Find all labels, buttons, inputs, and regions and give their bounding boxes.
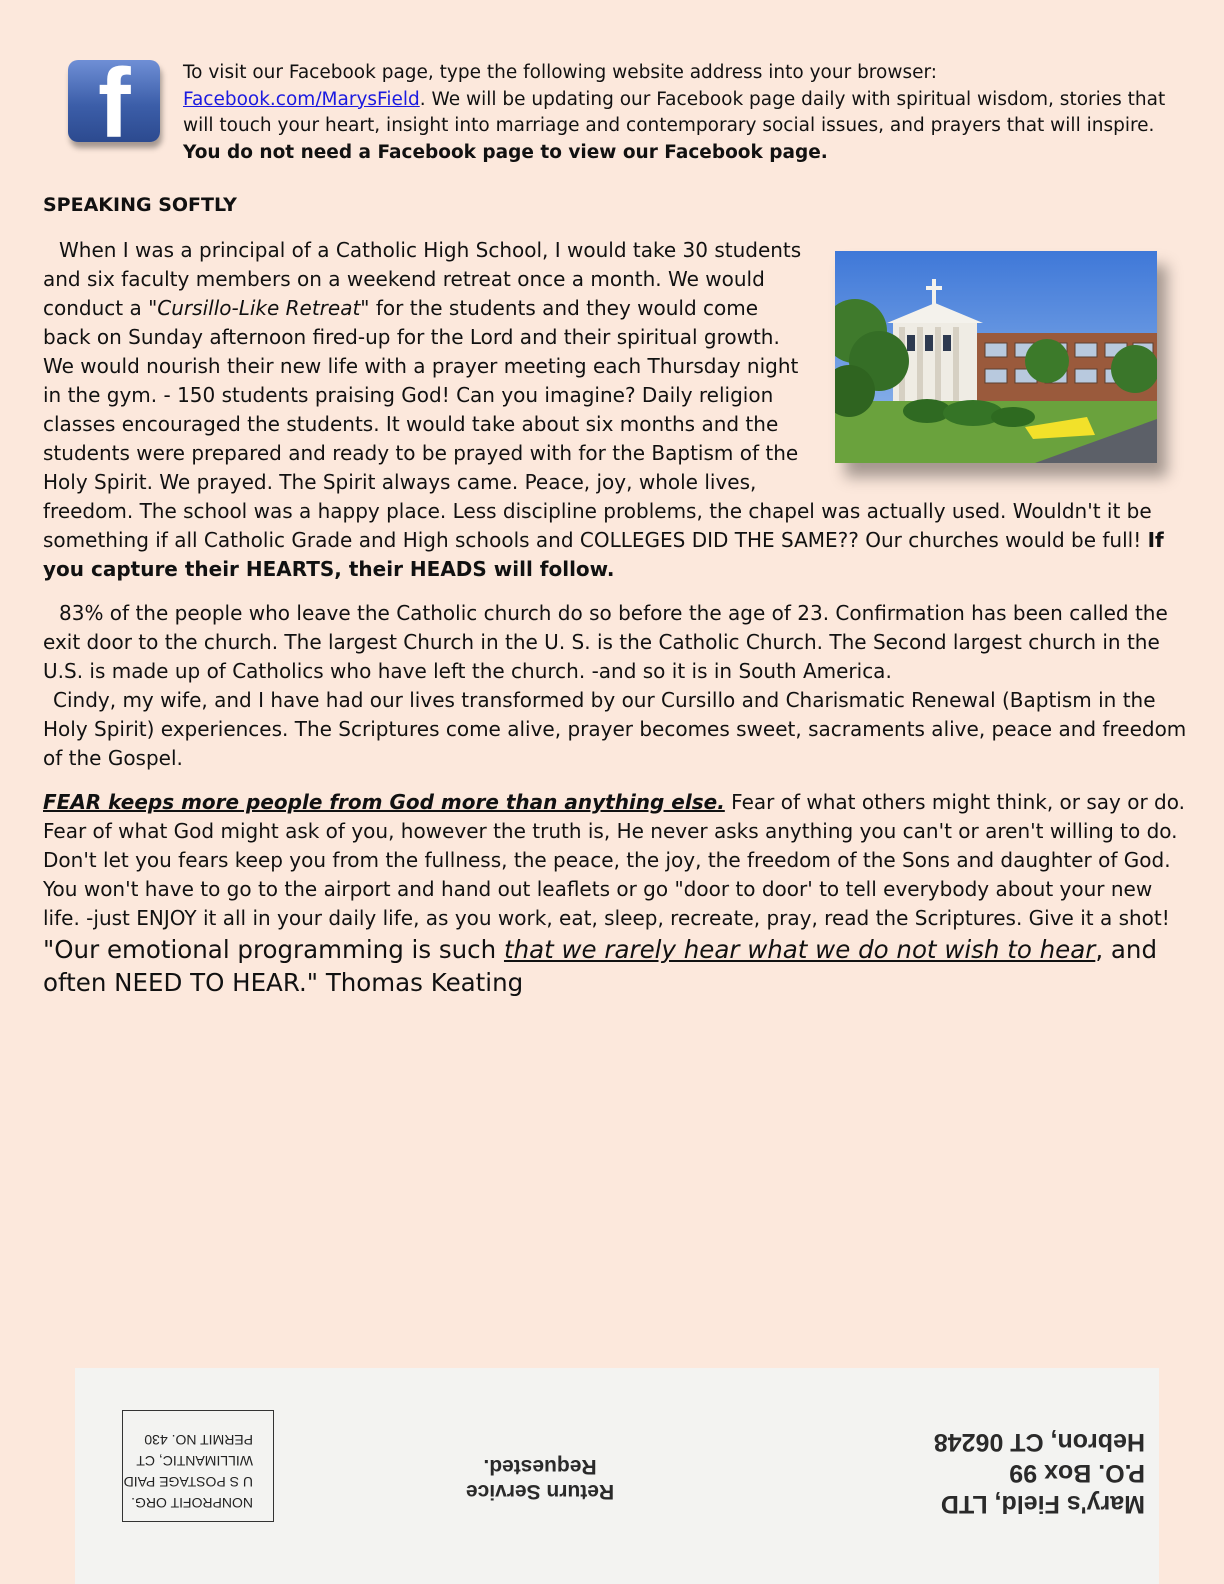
quote-text-b: , and often NEED TO HEAR." Thomas Keating <box>43 935 1157 997</box>
facebook-icon: f <box>68 60 160 142</box>
paragraph-fear <box>43 788 1193 933</box>
facebook-notice <box>183 60 1183 166</box>
quote-text-a: "Our emotional programming is such <box>43 935 504 964</box>
return-address-line: P.O. Box 99 <box>1009 1459 1145 1487</box>
quote-underlined: that we rarely hear what we do not wish to hear <box>503 935 1096 964</box>
permit-line: WILLIMANTIC, CT <box>136 1453 253 1469</box>
fear-text: Fear of what others might think, or say or do. Fear of what God might ask of you, however the truth is, He never asks anything you can't or aren't willing to do. Don't let you fears keep you from the fullness, the peace, the joy, the freedom of the Sons and daughter of God. You won't have to go to the airport and hand out leaflets or go "door to door' to tell everybody about your new life. -just ENJOY it all in your daily life, as you work, eat, sleep, recreate, pray, read the Scriptures. Give it a shot! <box>43 790 1185 930</box>
paragraph-statistics <box>43 599 1193 773</box>
retreat-italic: "Cursillo-Like Retreat" <box>148 296 370 320</box>
paragraph-retreat <box>43 236 1193 584</box>
return-address <box>885 1426 1145 1519</box>
return-address-line: Mary's Field, LTD <box>940 1490 1145 1518</box>
mailing-panel <box>75 1368 1159 1584</box>
retreat-text-b: for the students and they would come back on Sunday afternoon fired-up for the Lord and their spiritual growth. We would nourish their new life with a prayer meeting each Thursday night in the gym. - 150 students praising God! Can you imagine? Daily religion classes encouraged the students. It would take about six months and the students were prepared and ready to be prayed with for the Baptism of the Holy Spirit. We prayed. The Spirit always came. Peace, joy, whole lives, freedom. The school was a happy place. Less discipline problems, the chapel was actually used. Wouldn't it be something if all Catholic Grade and High schools and COLLEGES DID THE SAME?? Our churches would be full! <box>43 296 1152 552</box>
retreat-bold-text: If you capture their HEARTS, their HEADS will follow. <box>43 528 1164 581</box>
return-service-line: Requested. <box>483 1455 597 1478</box>
facebook-link[interactable]: Facebook.com/MarysField <box>183 88 420 110</box>
permit-line: U S POSTAGE PAID <box>123 1474 253 1490</box>
facebook-intro: To visit our Facebook page, type the following website address into your browser: <box>183 62 937 83</box>
keating-quote <box>43 933 1193 999</box>
facebook-description: . We will be updating our Facebook page daily with spiritual wisdom, stories that will touch your heart, insight into marriage and contemporary social issues, and prayers that will inspire. <box>183 88 1166 136</box>
return-address-line: Hebron, CT 06248 <box>933 1428 1145 1456</box>
testimony-text: Cindy, my wife, and I have had our lives transformed by our Cursillo and Charismatic Renewal (Baptism in the Holy Spirit) experiences. The Scriptures come alive, prayer becomes sweet, sacraments alive, peace and freedom of the Gospel. <box>43 688 1187 770</box>
postage-permit-box <box>122 1410 274 1522</box>
permit-line: PERMIT NO. 430 <box>144 1432 253 1448</box>
return-service-line: Return Service <box>465 1480 615 1503</box>
statistics-text: 83% of the people who leave the Catholic church do so before the age of 23. Confirmation has been called the exit door to the church. The largest Church in the U. S. is the Catholic Church. The Second largest church in the U.S. is made up of Catholics who have left the church. -and so it is in South America. <box>43 601 1168 683</box>
facebook-note: You do not need a Facebook page to view our Facebook page. <box>183 141 828 163</box>
retreat-text-a: When I was a principal of a Catholic High School, I would take 30 students and six faculty members on a weekend retreat once a month. We would conduct a <box>43 238 802 320</box>
fear-emphasis: FEAR keeps more people from God more than anything else. <box>43 790 725 814</box>
return-service-notice <box>440 1454 640 1504</box>
school-photo <box>835 251 1157 463</box>
permit-line: NONPROFIT ORG. <box>131 1495 253 1511</box>
article-heading: SPEAKING SOFTLY <box>43 194 237 216</box>
